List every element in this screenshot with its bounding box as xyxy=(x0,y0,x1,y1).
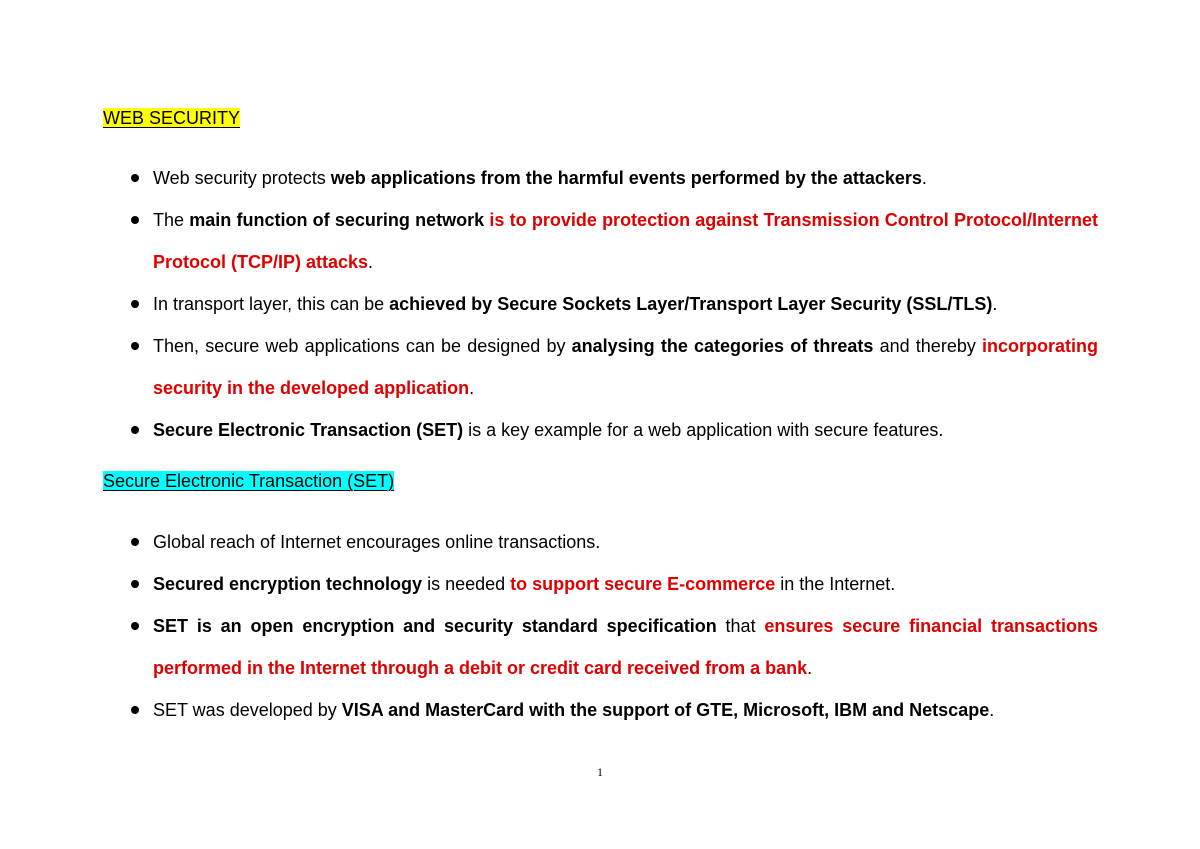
text-run: In transport layer, this can be xyxy=(153,294,390,314)
set-bullet-list xyxy=(103,521,1098,731)
bullet-icon xyxy=(131,622,139,630)
text-run: . xyxy=(992,294,998,314)
text-run: Global reach of Internet encourages online transactions. xyxy=(153,532,601,552)
bullet-icon xyxy=(131,538,139,546)
text-run: Web security protects xyxy=(153,168,331,188)
heading-set xyxy=(103,469,396,493)
text-run: and thereby xyxy=(873,336,983,356)
text-run: . xyxy=(921,168,927,188)
text-run: SET was developed by xyxy=(153,700,342,720)
heading-web-security-text: WEB SECURITY xyxy=(103,108,241,128)
text-run: . xyxy=(989,700,995,720)
bullet-icon xyxy=(131,174,139,182)
web-security-bullet-list xyxy=(103,157,1098,451)
red-emphasis-run: incorporating security in the developed application xyxy=(153,336,1099,398)
bullet-icon xyxy=(131,216,139,224)
list-item xyxy=(103,157,1098,199)
list-item xyxy=(103,563,1098,605)
list-item xyxy=(103,199,1098,283)
bullet-icon xyxy=(131,706,139,714)
text-run: that xyxy=(716,616,765,636)
bold-run: SET is an open encryption and security standard specification xyxy=(153,616,717,636)
text-run: The xyxy=(153,210,190,230)
bold-run: analysing the categories of threats xyxy=(571,336,874,356)
bold-run: Secure Electronic Transaction (SET) xyxy=(153,420,464,440)
bold-run: main function of securing network xyxy=(189,210,485,230)
bullet-icon xyxy=(131,580,139,588)
page-number: 1 xyxy=(597,765,603,779)
heading-web-security xyxy=(103,106,242,130)
red-emphasis-run: is to provide protection against Transmission Control Protocol/Internet Protocol (TCP/IP) attacks xyxy=(153,210,1098,272)
list-item xyxy=(103,689,1098,731)
bold-run: VISA and MasterCard with the support of GTE, Microsoft, xyxy=(341,700,830,720)
list-item xyxy=(103,605,1098,689)
list-item xyxy=(103,325,1098,409)
red-emphasis-run: ensures secure financial transactions performed in the Internet through a debit or credit card received from a bank xyxy=(153,616,1098,678)
text-run: . xyxy=(469,378,475,398)
heading-set-text: Secure Electronic Transaction (SET) xyxy=(103,471,395,491)
bold-run: achieved by Secure Sockets Layer/Transport Layer Security (SSL/TLS) xyxy=(389,294,993,314)
list-item xyxy=(103,283,1098,325)
text-run: is a key example for a web application with secure features. xyxy=(463,420,944,440)
bullet-icon xyxy=(131,426,139,434)
text-run: . xyxy=(807,658,813,678)
bold-run: IBM and Netscape xyxy=(834,700,990,720)
bold-run: Secured encryption technology xyxy=(153,574,423,594)
red-emphasis-run: to support secure E-commerce xyxy=(510,574,776,594)
text-run: in the Internet. xyxy=(775,574,896,594)
list-item xyxy=(103,521,1098,563)
text-run: is needed xyxy=(422,574,511,594)
list-item xyxy=(103,409,1098,451)
text-run: Then, secure web applications can be designed by xyxy=(153,336,572,356)
bold-run: web applications from the harmful events performed by the attackers xyxy=(330,168,922,188)
bullet-icon xyxy=(131,342,139,350)
bullet-icon xyxy=(131,300,139,308)
text-run: . xyxy=(368,252,374,272)
